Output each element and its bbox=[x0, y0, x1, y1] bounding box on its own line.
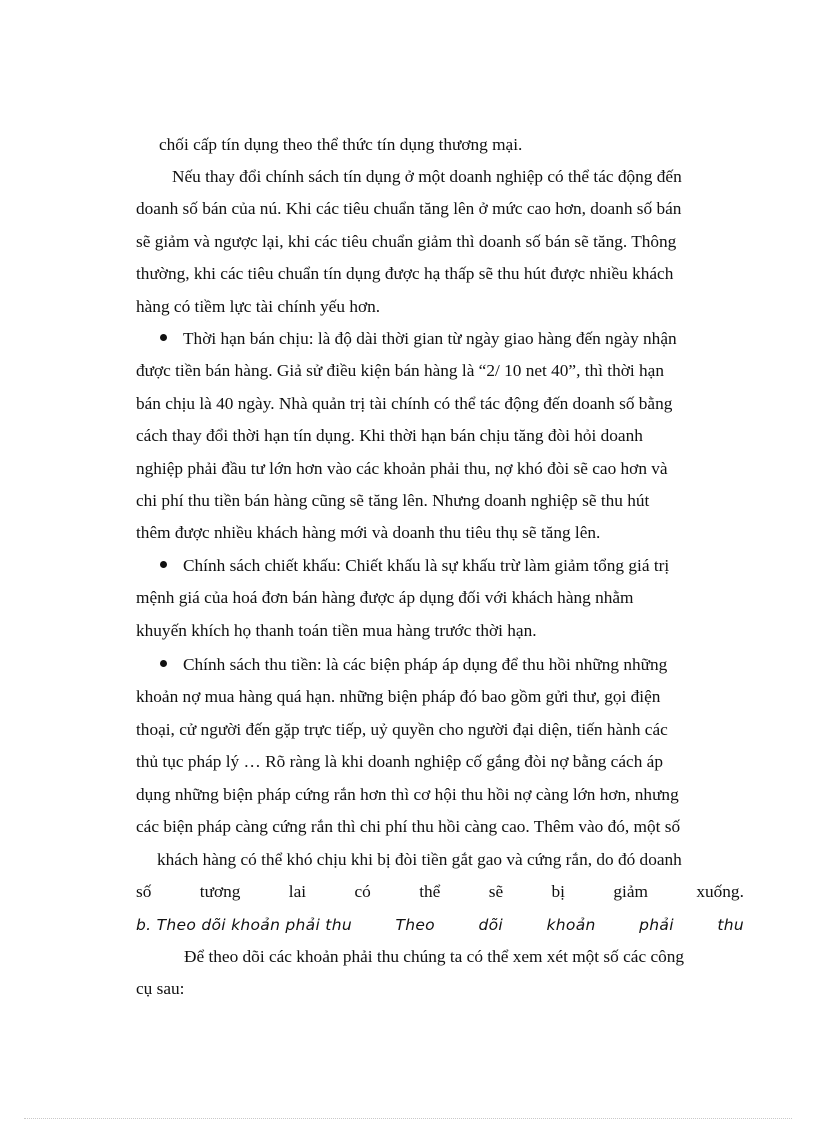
text-line: thoại, cử người đến gặp trực tiếp, uỷ quyền cho người đại diện, tiến hành các bbox=[136, 719, 668, 739]
text-line: cách thay đổi thời hạn tín dụng. Khi thời hạn bán chịu tăng đòi hỏi doanh bbox=[136, 426, 643, 446]
text-line: thường, khi các tiêu chuẩn tín dụng được hạ thấp sẽ thu hút được nhiều khách bbox=[136, 264, 674, 284]
heading-text: b. Theo dõi khoản phải thu bbox=[136, 915, 352, 934]
heading-word: thu bbox=[717, 915, 744, 934]
text-line: được tiền bán hàng. Giả sử điều kiện bán hàng là “2/ 10 net 40”, thì thời hạn bbox=[136, 361, 664, 381]
word: xuống. bbox=[696, 882, 744, 902]
paragraph-continuation bbox=[159, 129, 744, 161]
heading-word: phải bbox=[639, 915, 674, 934]
text-line: Chính sách thu tiền: là các biện pháp áp dụng để thu hồi những những bbox=[136, 649, 744, 681]
text-line: Thời hạn bán chịu: là độ dài thời gian từ ngày giao hàng đến ngày nhận bbox=[136, 323, 744, 355]
bullet-icon bbox=[160, 334, 167, 341]
text-line: khách hàng có thể khó chịu khi bị đòi tiền gắt gao và cứng rắn, do đó doanh bbox=[157, 850, 682, 869]
text-line: dụng những biện pháp cứng rắn hơn thì cơ hội thu hồi nợ càng lớn hơn, nhưng bbox=[136, 784, 679, 804]
word: số bbox=[136, 882, 152, 902]
bullet-collection-policy bbox=[136, 649, 744, 843]
heading-word: khoản bbox=[546, 915, 596, 934]
text-line: hàng có tiềm lực tài chính yếu hơn. bbox=[136, 296, 381, 316]
text-line: khuyến khích họ thanh toán tiền mua hàng trước thời hạn. bbox=[136, 620, 537, 640]
word: có bbox=[354, 882, 371, 902]
text-line: sẽ giảm và ngược lại, khi các tiêu chuẩn giảm thì doanh số bán sẽ tăng. Thông bbox=[136, 231, 677, 251]
text-line: Để theo dõi các khoản phải thu chúng ta có thể xem xét một số các công bbox=[184, 947, 685, 966]
text-line: bán chịu là 40 ngày. Nhà quản trị tài chính có thể tác động đến doanh số bằng bbox=[136, 393, 673, 413]
section-heading bbox=[136, 909, 744, 941]
bullet-credit-period bbox=[136, 323, 744, 550]
bullet-icon bbox=[160, 660, 167, 667]
text-line: doanh số bán của nú. Khi các tiêu chuẩn tăng lên ở mức cao hơn, doanh số bán bbox=[136, 199, 682, 219]
text-line: Nếu thay đổi chính sách tín dụng ở một doanh nghiệp có thể tác động đến bbox=[172, 167, 682, 186]
text-line: chối cấp tín dụng theo thể thức tín dụng thương mại. bbox=[159, 135, 523, 154]
word: tương bbox=[199, 882, 241, 902]
bullet-discount-policy bbox=[136, 550, 744, 647]
text-line: mệnh giá của hoá đơn bán hàng được áp dụng đối với khách hàng nhằm bbox=[136, 588, 634, 608]
heading-word: Theo bbox=[395, 915, 435, 934]
text-line: thêm được nhiều khách hàng mới và doanh thu tiêu thụ sẽ tăng lên. bbox=[136, 523, 601, 543]
word: lai bbox=[288, 882, 307, 902]
bullet-icon bbox=[160, 561, 167, 568]
word: bị bbox=[551, 882, 565, 902]
text-line: Chính sách chiết khấu: Chiết khấu là sự khấu trừ làm giảm tổng giá trị bbox=[136, 550, 744, 582]
text-line: các biện pháp càng cứng rắn thì chi phí thu hồi càng cao. Thêm vào đó, một số bbox=[136, 817, 681, 837]
text-line: chi phí thu tiền bán hàng cũng sẽ tăng lên. Nhưng doanh nghiệp sẽ thu hút bbox=[136, 491, 650, 511]
paragraph-monitoring-tools bbox=[136, 941, 744, 1006]
text-line: nghiệp phải đầu tư lớn hơn vào các khoản phải thu, nợ khó đòi sẽ cao hơn và bbox=[136, 458, 668, 478]
word: thể bbox=[419, 882, 441, 902]
text-line: cụ sau: bbox=[136, 979, 185, 999]
heading-word: dõi bbox=[478, 915, 504, 934]
text-line: khoản nợ mua hàng quá hạn. những biện pháp đó bao gồm gửi thư, gọi điện bbox=[136, 687, 661, 707]
paragraph-credit-policy bbox=[136, 161, 744, 323]
word: giảm bbox=[613, 882, 648, 902]
word: sẽ bbox=[488, 882, 504, 902]
text-line-justified bbox=[136, 876, 744, 908]
text-line: thủ tục pháp lý … Rõ ràng là khi doanh nghiệp cố gắng đòi nợ bằng cách áp bbox=[136, 752, 663, 772]
paragraph-collection-continuation bbox=[136, 844, 744, 941]
footer-divider bbox=[24, 1118, 792, 1119]
